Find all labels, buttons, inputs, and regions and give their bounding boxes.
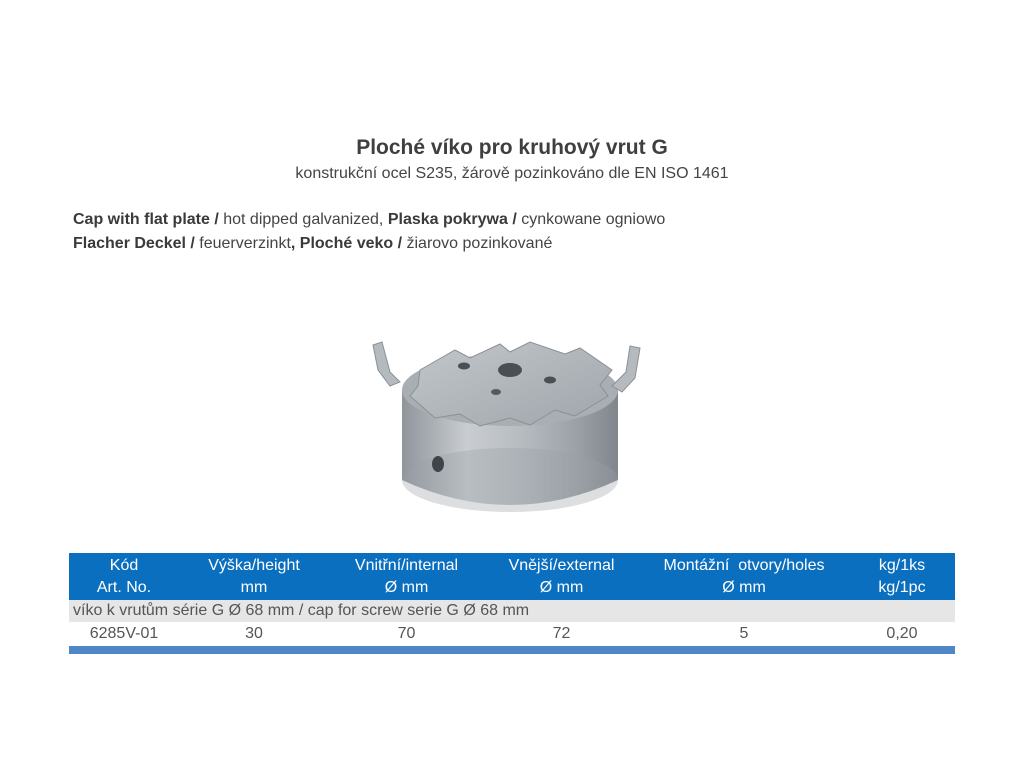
header-weight (849, 553, 955, 600)
cell-external: 72 (552, 625, 571, 642)
header-code-line1: Kód (109, 557, 139, 574)
header-height-line1: Výška/height (208, 557, 300, 574)
header-holes-line1: Montážní otvory/holes (663, 557, 825, 574)
header-internal (329, 553, 484, 600)
table-group-row (69, 600, 955, 622)
header-height-line2: mm (240, 579, 268, 596)
product-image (360, 330, 660, 530)
header-height (179, 553, 329, 600)
description-line-1 (73, 211, 665, 229)
desc-plaska-finish: cynkowane ogniowo (516, 211, 666, 228)
header-external-line1: Vnější/external (508, 557, 615, 574)
table-bottom-bar (69, 646, 955, 654)
table-header-row (69, 553, 955, 600)
header-code (69, 553, 179, 600)
spec-table (69, 553, 955, 654)
page-title: Ploché víko pro kruhový vrut G (356, 136, 668, 159)
header-external-line2: Ø mm (539, 579, 584, 596)
desc-cap-name: Cap with flat plate / (73, 211, 219, 228)
cell-weight: 0,20 (886, 625, 918, 642)
header-holes (639, 553, 849, 600)
cell-code: 6285V-01 (89, 625, 159, 642)
desc-veko-finish: žiarovo pozinkované (402, 235, 553, 252)
cell-height: 30 (245, 625, 263, 642)
header-internal-line1: Vnitřní/internal (354, 557, 459, 574)
desc-veko-name: , Ploché veko / (290, 235, 403, 252)
header-code-line2: Art. No. (96, 579, 152, 596)
desc-cap-finish: hot dipped galvanized, (218, 211, 384, 228)
cell-internal: 70 (397, 625, 416, 642)
desc-plaska-name: Plaska pokrywa / (383, 211, 517, 228)
cell-holes: 5 (739, 625, 749, 642)
header-weight-line1: kg/1ks (878, 557, 926, 574)
header-weight-line2: kg/1pc (878, 579, 926, 596)
header-external (484, 553, 639, 600)
page-subtitle: konstrukční ocel S235, žárově pozinkováno dle EN ISO 1461 (295, 165, 729, 182)
desc-deckel-name: Flacher Deckel / (73, 235, 195, 252)
desc-deckel-finish: feuerverzinkt (194, 235, 291, 252)
group-label: víko k vrutům série G Ø 68 mm / cap for screw serie G Ø 68 mm (73, 602, 530, 619)
description-line-2 (73, 235, 552, 253)
header-holes-line2: Ø mm (722, 579, 766, 596)
header-internal-line2: Ø mm (384, 579, 429, 596)
table-row (69, 622, 955, 646)
